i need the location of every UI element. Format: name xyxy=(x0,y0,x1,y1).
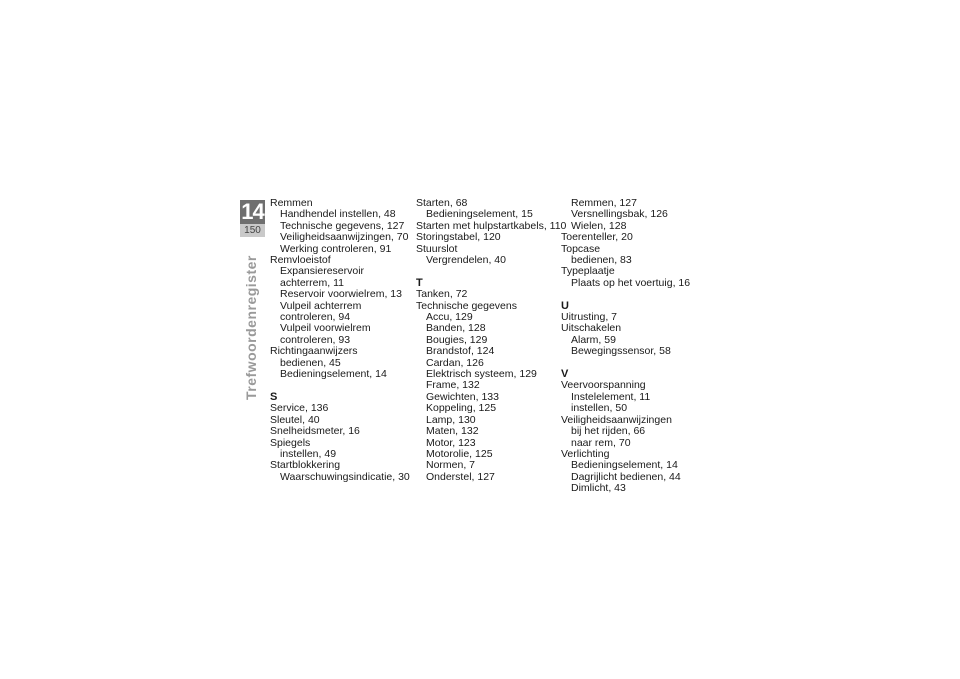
index-subentry: Maten, 132 xyxy=(426,425,479,438)
index-entry: Tanken, 72 xyxy=(416,288,468,301)
page-number: 150 xyxy=(240,224,265,237)
index-entry: Remvloeistof xyxy=(270,254,331,267)
index-subentry: Bougies, 129 xyxy=(426,333,488,346)
index-entry: Veiligheidsaanwijzingen xyxy=(561,413,672,426)
index-entry: Topcase xyxy=(561,242,601,255)
index-subentry: Normen, 7 xyxy=(426,459,476,472)
index-entry: Sleutel, 40 xyxy=(270,413,320,426)
index-entry: Spiegels xyxy=(270,436,311,449)
index-subentry: Accu, 129 xyxy=(426,311,473,324)
index-subentry: Bedieningselement, 15 xyxy=(426,208,533,221)
index-subentry: Banden, 128 xyxy=(426,322,486,335)
index-letter-heading: V xyxy=(561,368,569,381)
index-subentry: Technische gegevens, 127 xyxy=(280,219,405,232)
index-subentry: Lamp, 130 xyxy=(426,413,476,426)
index-subentry: Bedieningselement, 14 xyxy=(280,368,387,381)
index-subentry: Motor, 123 xyxy=(426,436,476,449)
index-entry: Uitschakelen xyxy=(561,322,622,335)
index-subentry: controleren, 93 xyxy=(280,333,351,346)
index-letter-heading: T xyxy=(416,276,423,289)
index-subentry: Instelelement, 11 xyxy=(571,390,651,403)
index-subentry: Alarm, 59 xyxy=(571,333,616,346)
index-column-3 xyxy=(561,198,701,495)
index-entry: Veervoorspanning xyxy=(561,379,646,392)
index-entry: Starten met hulpstartkabels, 110 xyxy=(416,219,567,232)
index-subentry: Gewichten, 133 xyxy=(426,390,499,403)
index-letter-heading: U xyxy=(561,299,569,312)
index-subentry: controleren, 94 xyxy=(280,311,351,324)
index-entry: Typeplaatje xyxy=(561,265,615,278)
index-entry: Storingstabel, 120 xyxy=(416,231,501,244)
index-subentry: bedienen, 83 xyxy=(571,254,632,267)
index-subentry: achterrem, 11 xyxy=(280,276,344,289)
index-subentry: Motorolie, 125 xyxy=(426,447,493,460)
index-subentry: instellen, 49 xyxy=(280,447,337,460)
index-subentry: Koppeling, 125 xyxy=(426,402,497,415)
index-column-1 xyxy=(270,197,410,483)
index-entry: Verlichting xyxy=(561,447,610,460)
index-subentry: Reservoir voorwielrem, 13 xyxy=(280,288,402,301)
index-entry: Snelheidsmeter, 16 xyxy=(270,425,360,438)
index-subentry: Waarschuwingsindicatie, 30 xyxy=(280,470,410,483)
index-subentry: Cardan, 126 xyxy=(426,356,484,369)
index-entry: Richtingaanwijzers xyxy=(270,345,358,358)
index-subentry: Frame, 132 xyxy=(426,379,480,392)
index-subentry: Plaats op het voertuig, 16 xyxy=(571,276,691,289)
index-subentry: Vulpeil voorwielrem xyxy=(280,322,371,335)
index-letter-heading: S xyxy=(270,390,278,403)
index-subentry: Versnellingsbak, 126 xyxy=(571,208,668,221)
index-subentry: Dagrijlicht bedienen, 44 xyxy=(571,470,681,483)
index-subentry: Expansiereservoir xyxy=(280,265,365,278)
chapter-number: 14 xyxy=(241,199,264,224)
index-entry: Uitrusting, 7 xyxy=(561,311,618,324)
index-subentry: Bewegingssensor, 58 xyxy=(571,345,671,358)
index-subentry: Werking controleren, 91 xyxy=(280,242,392,255)
index-subentry: Elektrisch systeem, 129 xyxy=(426,368,537,381)
index-entry: Technische gegevens xyxy=(416,299,517,312)
chapter-tab xyxy=(240,200,265,237)
index-entry: Service, 136 xyxy=(270,402,329,415)
index-subentry: Onderstel, 127 xyxy=(426,470,495,483)
index-entry: Stuurslot xyxy=(416,242,458,255)
index-subentry: bij het rijden, 66 xyxy=(571,425,646,438)
index-subentry: instellen, 50 xyxy=(571,402,628,415)
section-label-text: Trefwoordenregister xyxy=(243,255,259,400)
index-entry: Remmen xyxy=(270,197,313,209)
index-subentry: Dimlicht, 43 xyxy=(571,482,626,495)
index-subentry: Brandstof, 124 xyxy=(426,345,495,358)
index-subentry: Vergrendelen, 40 xyxy=(426,254,506,267)
index-subentry: naar rem, 70 xyxy=(571,436,631,449)
index-subentry: Wielen, 128 xyxy=(571,219,627,232)
section-label xyxy=(243,245,263,400)
index-entry: Startblokkering xyxy=(270,459,341,472)
index-column-2 xyxy=(416,197,567,483)
index-subentry: Bedieningselement, 14 xyxy=(571,459,678,472)
index-subentry: bedienen, 45 xyxy=(280,356,341,369)
index-subentry: Veiligheidsaanwijzingen, 70 xyxy=(280,231,409,244)
index-subentry: Vulpeil achterrem xyxy=(280,299,362,312)
index-subentry: Handhendel instellen, 48 xyxy=(280,208,396,221)
index-entry: Toerenteller, 20 xyxy=(561,231,633,244)
index-entry: Starten, 68 xyxy=(416,197,468,209)
index-subentry: Remmen, 127 xyxy=(571,197,637,209)
